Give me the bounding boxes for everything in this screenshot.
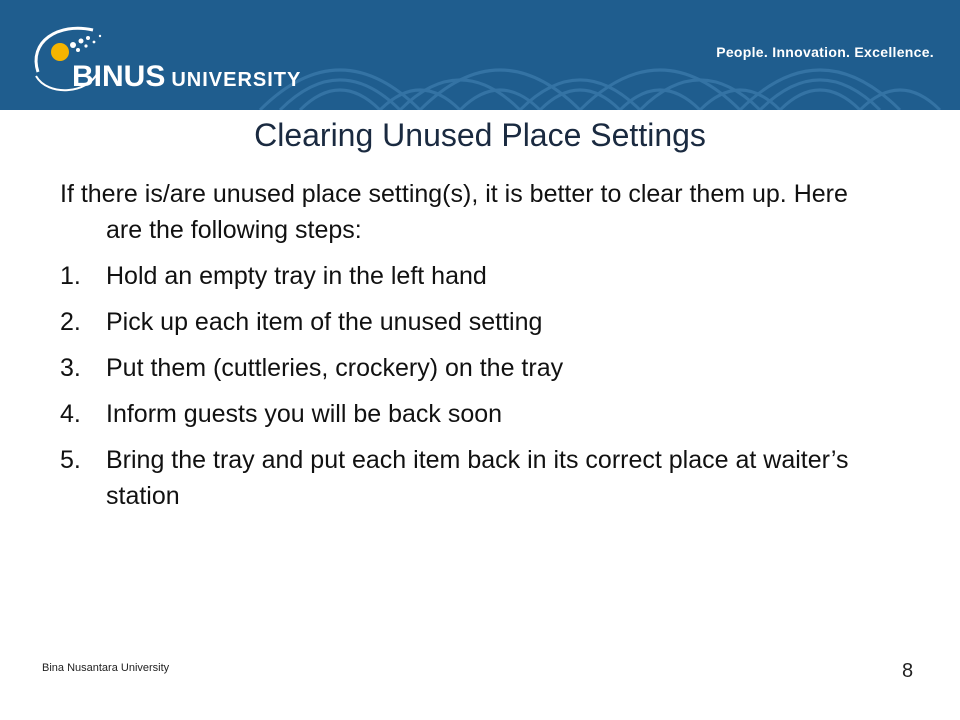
step-text: Inform guests you will be back soon xyxy=(106,400,503,428)
step-number: 3. xyxy=(60,354,81,382)
step-text: Put them (cuttleries, crockery) on the tray xyxy=(106,354,564,382)
step-text: Hold an empty tray in the left hand xyxy=(106,262,487,290)
list-item xyxy=(60,442,880,514)
list-item xyxy=(60,258,880,294)
step-text: Bring the tray and put each item back in its correct place at waiter’s station xyxy=(106,446,849,510)
steps-list xyxy=(60,258,880,514)
tagline: People. Innovation. Excellence. xyxy=(716,44,934,60)
footer-org: Bina Nusantara University xyxy=(42,662,170,674)
list-item xyxy=(60,350,880,386)
step-number: 1. xyxy=(60,262,81,290)
list-item xyxy=(60,304,880,340)
logo-main-text: BINUS xyxy=(72,60,166,93)
list-item xyxy=(60,396,880,432)
step-number: 5. xyxy=(60,446,81,474)
logo-wordmark xyxy=(72,60,301,94)
step-number: 2. xyxy=(60,308,81,336)
page-number: 8 xyxy=(902,660,914,682)
logo-sub-text: UNIVERSITY xyxy=(171,69,302,91)
header-band xyxy=(0,0,960,110)
slide-title: Clearing Unused Place Settings xyxy=(254,117,706,153)
step-number: 4. xyxy=(60,400,81,428)
step-text: Pick up each item of the unused setting xyxy=(106,308,543,336)
slide-body xyxy=(60,176,880,524)
intro-paragraph: If there is/are unused place setting(s), it is better to clear them up. Here are the following steps: xyxy=(60,180,848,244)
